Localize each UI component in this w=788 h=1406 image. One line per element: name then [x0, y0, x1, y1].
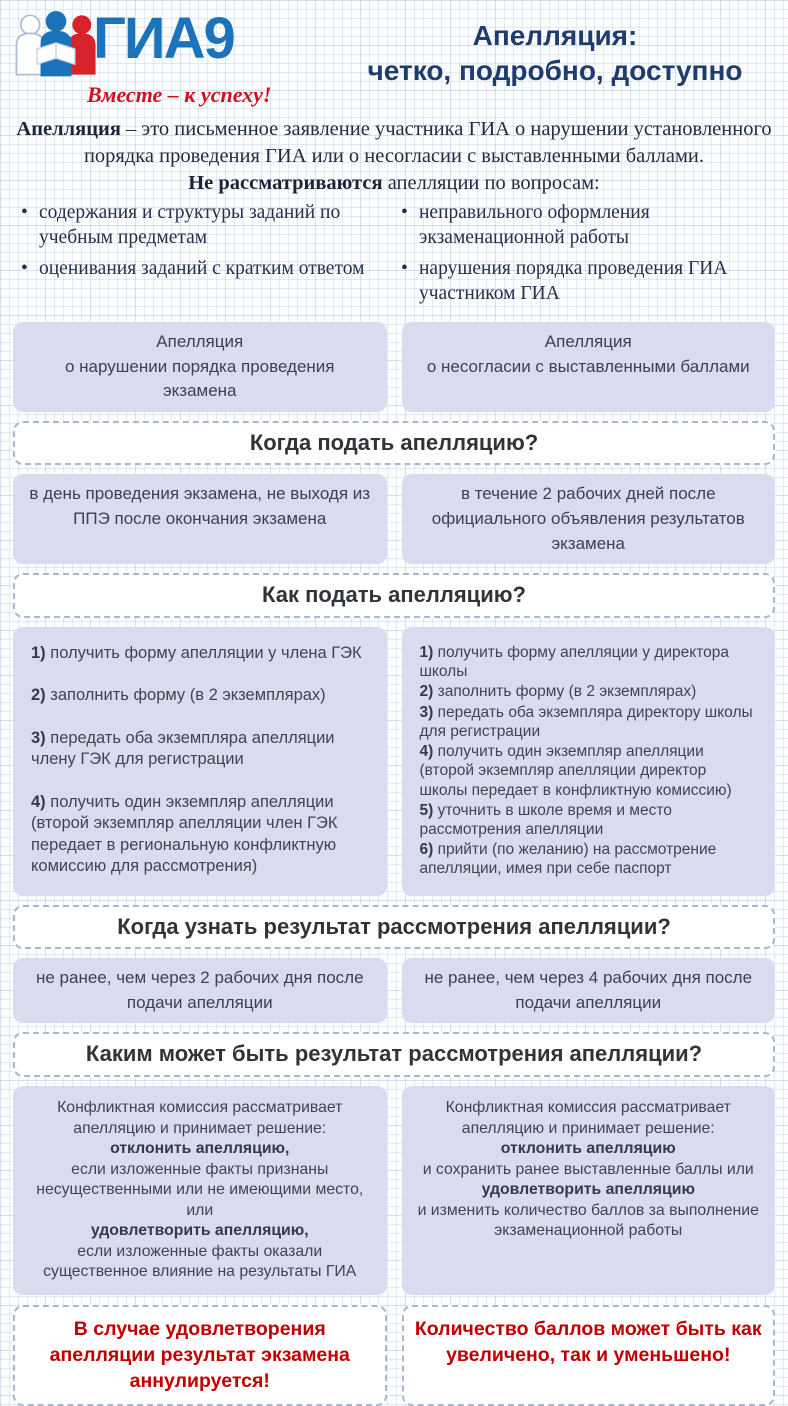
how-submit-row — [13, 627, 775, 896]
step-item: 3) передать оба экземпляра директору школы для регистрации — [419, 703, 753, 740]
outcome-right-box — [402, 1086, 776, 1295]
appeal-type-left-line1: Апелляция — [156, 331, 244, 351]
result-line: удовлетворить апелляцию, — [90, 1222, 309, 1240]
step-item: 5) уточнить в школе время и место рассмотрения апелляции — [419, 801, 672, 838]
not-considered-bold: Не рассматриваются — [188, 172, 383, 195]
when-submit-left-box: в день проведения экзамена, не выходя из ППЭ после окончания экзамена — [13, 474, 387, 564]
title-line-2: четко, подробно, доступно — [367, 55, 743, 86]
people-with-book-icon — [13, 10, 99, 86]
step-item: 6) прийти (по желанию) на рассмотрение апелляции, имея при себе паспорт — [419, 841, 717, 878]
step-item: 4) получить один экземпляр апелляции (второй экземпляр апелляции директор школы передает в конфликтную комиссию) — [419, 743, 732, 799]
outcome-title-text: Каким может быть результат рассмотрения апелляции? — [85, 1041, 703, 1067]
result-line: удовлетворить апелляцию — [481, 1181, 695, 1199]
bullet-list-right — [397, 201, 771, 313]
warning-right-box: Количество баллов может быть как увеличено, так и уменьшено! — [402, 1305, 776, 1406]
header — [13, 6, 775, 108]
intro-section — [13, 116, 775, 313]
section-when-submit-title — [13, 421, 775, 466]
when-result-row — [13, 958, 775, 1023]
appeal-type-right-line1: Апелляция — [544, 331, 632, 351]
logo-slogan: Вместе – к успеху! — [87, 82, 272, 107]
step-item: 2) заполнить форму (в 2 экземплярах) — [31, 686, 326, 705]
outcome-left-box — [13, 1086, 387, 1295]
gia9-logo — [13, 6, 343, 108]
how-submit-title-text: Как подать апелляцию? — [262, 582, 526, 608]
warning-left-box: В случае удовлетворения апелляции результат экзамена аннулируется! — [13, 1305, 387, 1406]
bullet-item: • нарушения порядка проведения ГИА участником ГИА — [397, 257, 771, 307]
how-submit-right-steps-box — [402, 627, 776, 896]
step-item: 2) заполнить форму (в 2 экземплярах) — [419, 683, 697, 701]
result-line: если изложенные факты оказали существенное влияние на результаты ГИА — [43, 1242, 357, 1281]
not-considered-rest: апелляции по вопросам: — [382, 172, 600, 195]
when-submit-right-box: в течение 2 рабочих дней после официального объявления результатов экзамена — [402, 474, 776, 564]
step-item: 4) получить один экземпляр апелляции (второй экземпляр апелляции член ГЭК передает в региональную конфликтную комиссию для рассмотрения) — [31, 792, 338, 876]
not-considered-line — [13, 170, 775, 197]
step-item: 1) получить форму апелляции у директора школы — [419, 643, 729, 681]
when-submit-row — [13, 474, 775, 564]
poster-title — [343, 6, 775, 88]
title-line-1: Апелляция: — [472, 20, 638, 51]
definition-paragraph — [13, 116, 775, 170]
when-submit-title-text: Когда подать апелляцию? — [249, 429, 539, 455]
definition-term: Апелляция — [16, 118, 121, 140]
bullet-item: • оценивания заданий с кратким ответом — [17, 257, 391, 282]
appeal-type-right-box — [402, 322, 776, 412]
not-considered-lists — [13, 201, 775, 313]
definition-text: – это письменное заявление участника ГИА о нарушении установленного порядка проведения ГИА или о несогласии с выставленными баллами. — [83, 118, 772, 168]
step-item: 1) получить форму апелляции у члена ГЭК — [31, 643, 362, 662]
appeal-type-right-line2: о несогласии с выставленными баллами — [426, 356, 750, 376]
appeal-type-row — [13, 322, 775, 412]
when-result-right-box: не ранее, чем через 4 рабочих дня после подачи апелляции — [402, 958, 776, 1023]
when-result-title-text: Когда узнать результат рассмотрения апелляции? — [117, 913, 671, 939]
result-line: Конфликтная комиссия рассматривает апелляцию и принимает решение: — [445, 1099, 731, 1137]
warnings-row — [13, 1305, 775, 1406]
bullet-item: • неправильного оформления экзаменационной работы — [397, 201, 771, 251]
result-line: отклонить апелляцию — [500, 1140, 676, 1158]
result-line: Конфликтная комиссия рассматривает апелляцию и принимает решение: — [57, 1099, 343, 1137]
result-line: отклонить апелляцию, — [110, 1140, 290, 1158]
result-line: и сохранить ранее выставленные баллы или — [422, 1160, 754, 1178]
result-line: если изложенные факты признаны несущественными или не имеющими место, или — [36, 1160, 364, 1219]
section-when-result-title — [13, 905, 775, 950]
logo-text: ГИА9 — [93, 6, 234, 71]
section-how-submit-title — [13, 573, 775, 618]
bullet-list-left — [17, 201, 391, 313]
bullet-item: • содержания и структуры заданий по учебным предметам — [17, 201, 391, 251]
section-outcome-title — [13, 1032, 775, 1077]
how-submit-left-steps-box — [13, 627, 387, 896]
outcome-row — [13, 1086, 775, 1295]
step-item: 3) передать оба экземпляра апелляции члену ГЭК для регистрации — [31, 728, 335, 769]
appeal-type-left-line2: о нарушении порядка проведения экзамена — [64, 356, 335, 401]
appeal-type-left-box — [13, 322, 387, 412]
when-result-left-box: не ранее, чем через 2 рабочих дня после подачи апелляции — [13, 958, 387, 1023]
result-line: и изменить количество баллов за выполнение экзаменационной работы — [417, 1201, 759, 1240]
